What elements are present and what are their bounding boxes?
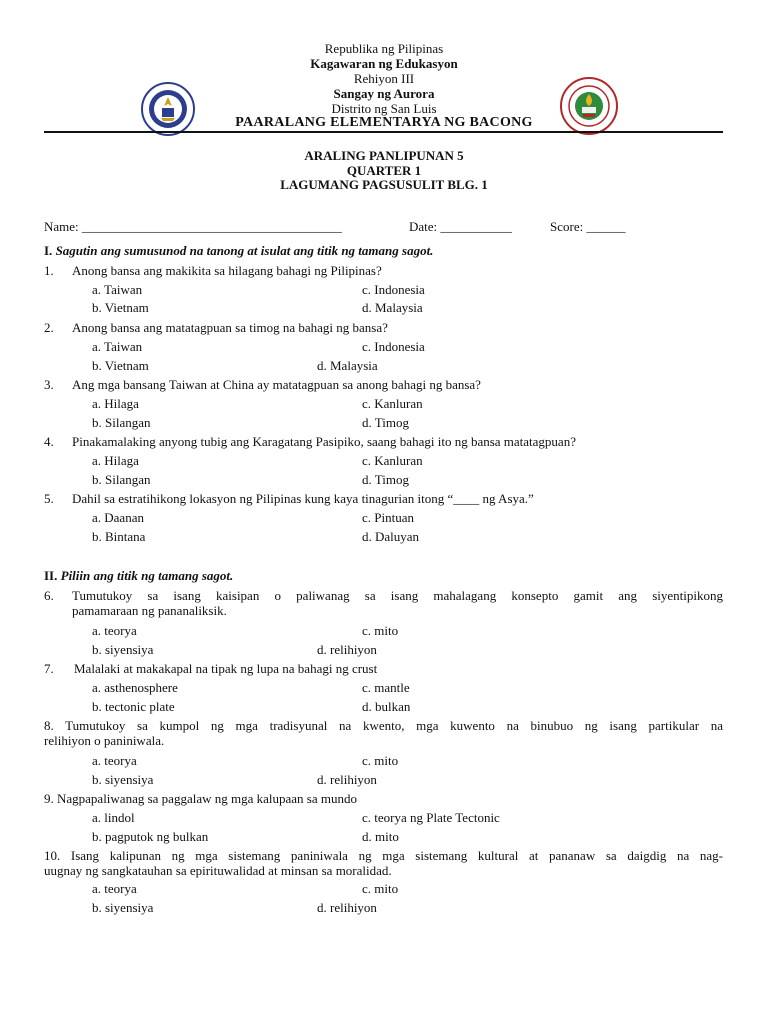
choice-1a: a. Taiwan	[92, 282, 143, 297]
choice-5b: b. Bintana	[92, 529, 146, 544]
section-1-number: I.	[44, 243, 53, 258]
choice-4a: a. Hilaga	[92, 453, 139, 468]
choice-2d: d. Malaysia	[317, 358, 378, 373]
choice-4b: b. Silangan	[92, 472, 151, 487]
question-5-text: Dahil sa estratihikong lokasyon ng Pilipinas kung kaya tinagurian itong “____ ng Asya.”	[72, 491, 534, 506]
date-field[interactable]: Date: ___________	[409, 219, 512, 234]
header-school-name: PAARALANG ELEMENTARYA NG BACONG	[235, 115, 533, 130]
choice-8b: b. siyensiya	[92, 772, 154, 787]
question-3-text: Ang mga bansang Taiwan at China ay matatagpuan sa anong bahagi ng bansa?	[72, 377, 481, 392]
question-8-text-line2: relihiyon o paniniwala.	[44, 733, 165, 748]
choice-9c: c. teorya ng Plate Tectonic	[362, 810, 500, 825]
choice-4c: c. Kanluran	[362, 453, 423, 468]
choice-6a: a. teorya	[92, 623, 137, 638]
title-quarter: QUARTER 1	[346, 163, 422, 178]
header-division: Sangay ng Aurora	[333, 86, 435, 101]
choice-5d: d. Daluyan	[362, 529, 420, 544]
header-department: Kagawaran ng Edukasyon	[310, 56, 458, 71]
choice-3a: a. Hilaga	[92, 396, 139, 411]
choice-8a: a. teorya	[92, 753, 137, 768]
choice-2b: b. Vietnam	[92, 358, 149, 373]
header-district: Distrito ng San Luis	[331, 101, 437, 116]
question-4-text: Pinakamalaking anyong tubig ang Karagatang Pasipiko, saang bahagi ito ng bansa matatagpuan?	[72, 434, 576, 449]
section-2-number: II.	[44, 568, 58, 583]
choice-1d: d. Malaysia	[362, 300, 423, 315]
choice-6d: d. relihiyon	[317, 642, 377, 657]
choice-7b: b. tectonic plate	[92, 699, 175, 714]
question-1-text: Anong bansa ang makikita sa hilagang bahagi ng Pilipinas?	[72, 263, 382, 278]
question-9-text: 9. Nagpapaliwanag sa paggalaw ng mga kalupaan sa mundo	[44, 791, 357, 806]
question-6-number: 6.	[44, 588, 54, 603]
choice-5a: a. Daanan	[92, 510, 144, 525]
question-6-text-line1: Tumutukoy sa isang kaisipan o paliwanag sa isang mahalagang konsepto gamit ang siyentipikong	[72, 588, 723, 603]
choice-5c: c. Pintuan	[362, 510, 414, 525]
header-divider	[44, 131, 723, 133]
question-4-number: 4.	[44, 434, 54, 449]
question-2-number: 2.	[44, 320, 54, 335]
choice-7c: c. mantle	[362, 680, 410, 695]
choice-3d: d. Timog	[362, 415, 409, 430]
choice-6c: c. mito	[362, 623, 399, 638]
name-field[interactable]: Name: ________________________________________	[44, 219, 342, 234]
choice-6b: b. siyensiya	[92, 642, 154, 657]
title-subject: ARALING PANLIPUNAN 5	[304, 148, 464, 163]
choice-9a: a. lindol	[92, 810, 135, 825]
choice-2c: c. Indonesia	[362, 339, 425, 354]
header-republic: Republika ng Pilipinas	[324, 41, 444, 56]
choice-3c: c. Kanluran	[362, 396, 423, 411]
choice-9d: d. mito	[362, 829, 399, 844]
choice-4d: d. Timog	[362, 472, 409, 487]
question-7-number: 7.	[44, 661, 54, 676]
question-7-text: Malalaki at makakapal na tipak ng lupa na bahagi ng crust	[74, 661, 378, 676]
question-2-text: Anong bansa ang matatagpuan sa timog na bahagi ng bansa?	[72, 320, 388, 335]
choice-8c: c. mito	[362, 753, 399, 768]
title-test: LAGUMANG PAGSUSULIT BLG. 1	[280, 177, 488, 192]
choice-9b: b. pagputok ng bulkan	[92, 829, 209, 844]
section-2-heading	[44, 568, 233, 583]
question-1-number: 1.	[44, 263, 54, 278]
choice-3b: b. Silangan	[92, 415, 151, 430]
choice-10a: a. teorya	[92, 881, 137, 896]
question-3-number: 3.	[44, 377, 54, 392]
choice-1b: b. Vietnam	[92, 300, 149, 315]
choice-1c: c. Indonesia	[362, 282, 425, 297]
choice-7d: d. bulkan	[362, 699, 411, 714]
question-6-text-line2: pamamaraan ng pananaliksik.	[72, 603, 227, 618]
header-region: Rehiyon III	[353, 71, 415, 86]
choice-10c: c. mito	[362, 881, 399, 896]
section-1-instruction: Sagutin ang sumusunod na tanong at isulat ang titik ng tamang sagot.	[55, 243, 434, 258]
choice-7a: a. asthenosphere	[92, 680, 178, 695]
question-8-text-line1: 8. Tumutukoy sa kumpol ng mga tradisyunal na kwento, mga kuwento na binubuo ng isang partikular na	[44, 718, 723, 733]
choice-10b: b. siyensiya	[92, 900, 154, 915]
choice-8d: d. relihiyon	[317, 772, 377, 787]
section-2-instruction: Piliin ang titik ng tamang sagot.	[60, 568, 234, 583]
question-5-number: 5.	[44, 491, 54, 506]
score-field[interactable]: Score: ______	[550, 219, 626, 234]
choice-2a: a. Taiwan	[92, 339, 143, 354]
choice-10d: d. relihiyon	[317, 900, 377, 915]
question-10-text-line2: uugnay ng sangkatauhan sa epirituwalidad at minsan sa moralidad.	[44, 863, 392, 878]
section-1-heading	[44, 243, 433, 258]
question-10-text-line1: 10. Isang kalipunan ng mga sistemang paniniwala ng mga sistemang kultural at pananaw sa daigdig na nag-	[44, 848, 723, 863]
